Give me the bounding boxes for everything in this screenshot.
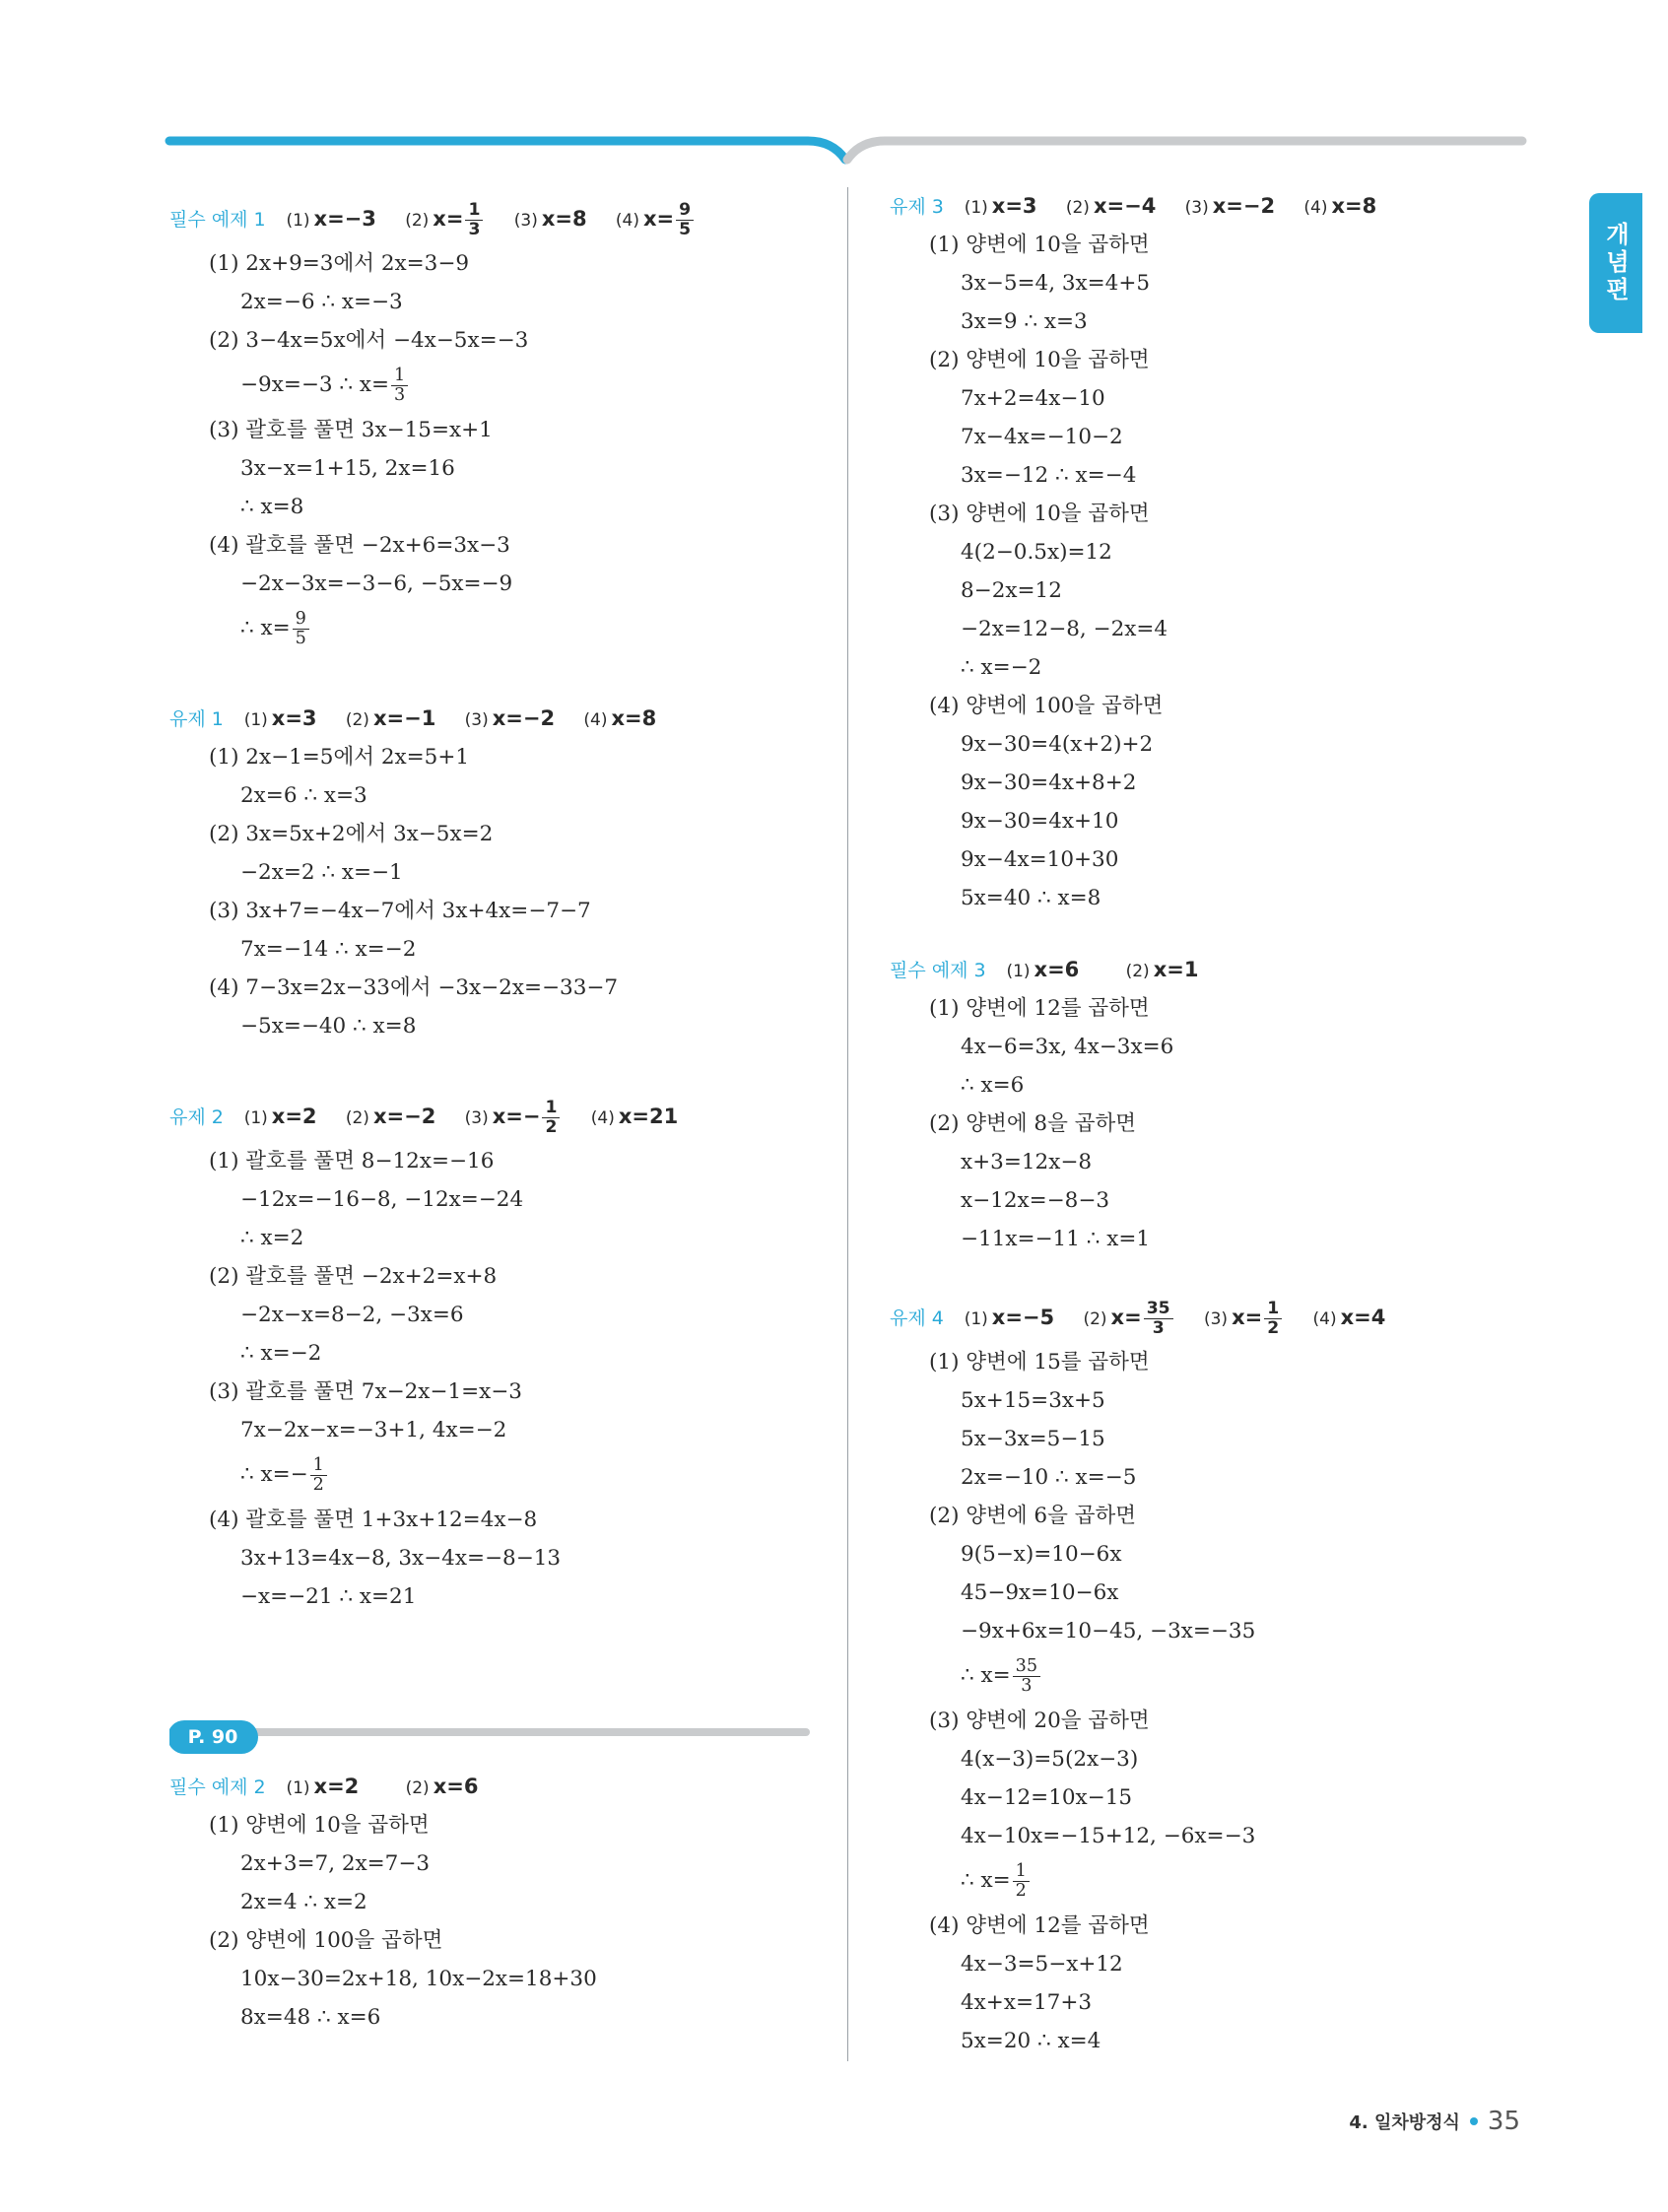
solution-line: 4x−12=10x−15 [961, 1785, 1133, 1810]
solution-line: (4) 7−3x=2x−33에서 −3x−2x=−33−7 [209, 975, 619, 1000]
yu3-answers: (1) x=3 (2) x=−4 (3) x=−2 (4) x=8 [964, 194, 1377, 218]
solution-line: 5x−3x=5−15 [961, 1427, 1105, 1451]
solution-line: ∴ x=− $\frac{1}{2}$ [169, 1449, 810, 1501]
yu4-answer-fraction: $\frac{35}{3}$ [1144, 1300, 1173, 1336]
solution-line: ∴ x=2 [240, 1226, 304, 1250]
solution-line: (1) 2x+9=3에서 2x=3−9 [209, 251, 470, 276]
solution-line: −2x=2 ∴ x=−1 [240, 860, 403, 885]
chapter-title: 4. 일차방정식 [1349, 2112, 1460, 2133]
solution-line: 9x−4x=10+30 [961, 847, 1119, 872]
solution-line: ∴ x=−2 [961, 655, 1042, 680]
solution-line: 7x+2=4x−10 [961, 386, 1105, 411]
solution-line: (2) 양변에 100을 곱하면 [209, 1928, 443, 1953]
page-ref-bar [169, 1716, 810, 1762]
yu2-header [169, 1091, 810, 1142]
solution-line: 8−2x=12 [961, 578, 1062, 603]
solution-line: 8x=48 ∴ x=6 [240, 2005, 381, 2030]
ex1-answers: (1) x=−3 (2) x= $\frac{1}{3}$ (3) x=8 (4) x= $\frac{9}{5}$ [286, 207, 717, 231]
solution-line: (3) 양변에 20을 곱하면 [929, 1709, 1150, 1733]
section-tab: 개념편 [1589, 193, 1642, 333]
solution-line: ∴ x= $\frac{1}{2}$ [890, 1855, 1491, 1907]
solution-line: −11x=−11 ∴ x=1 [961, 1227, 1151, 1251]
solution-line: (4) 괄호를 풀면 −2x+6=3x−3 [209, 533, 510, 558]
solution-line: 4x−3=5−x+12 [961, 1952, 1123, 1977]
solution-fraction: $\frac{1}{2}$ [310, 1456, 327, 1494]
solution-line: 4x−10x=−15+12, −6x=−3 [961, 1824, 1256, 1848]
solution-line: (1) 양변에 15를 곱하면 [929, 1350, 1150, 1374]
yu4-label: 유제 4 [890, 1307, 944, 1329]
yu4-header [890, 1292, 1491, 1343]
solution-line: 2x+3=7, 2x=7−3 [240, 1851, 431, 1876]
solution-line: x+3=12x−8 [961, 1150, 1093, 1174]
solution-fraction: $\frac{1}{2}$ [1013, 1862, 1030, 1900]
yu1-answers: (1) x=3 (2) x=−1 (3) x=−2 (4) x=8 [243, 706, 657, 730]
solution-line: 3x−5=4, 3x=4+5 [961, 271, 1151, 296]
solution-line: 7x=−14 ∴ x=−2 [240, 937, 417, 962]
yu3-label: 유제 3 [890, 196, 944, 218]
ex1-label: 필수 예제 1 [169, 209, 266, 231]
ex2-answers: (1) x=2 (2) x=6 [286, 1775, 479, 1798]
solution-line: 2x=4 ∴ x=2 [240, 1890, 367, 1914]
ex1-answer-fraction: $\frac{9}{5}$ [676, 201, 694, 237]
solution-line: 5x=40 ∴ x=8 [961, 886, 1101, 910]
solution-line: (1) 2x−1=5에서 2x=5+1 [209, 745, 470, 770]
ex2-header [169, 1768, 810, 1806]
solution-line: (1) 양변에 12를 곱하면 [929, 996, 1150, 1021]
solution-line: 3x−x=1+15, 2x=16 [240, 456, 455, 481]
yu4-answer-fraction: $\frac{1}{2}$ [1264, 1300, 1282, 1336]
solution-line: (3) 3x+7=−4x−7에서 3x+4x=−7−7 [209, 899, 591, 923]
ex1-answer-fraction: $\frac{1}{3}$ [465, 201, 483, 237]
solution-line: ∴ x= $\frac{9}{5}$ [169, 603, 810, 654]
solution-line: ∴ x=8 [240, 495, 304, 519]
solution-line: 9x−30=4(x+2)+2 [961, 732, 1154, 757]
left-column [169, 193, 810, 2065]
solution-line: 45−9x=10−6x [961, 1580, 1119, 1605]
solution-line: (2) 괄호를 풀면 −2x+2=x+8 [209, 1264, 498, 1289]
solution-line: x−12x=−8−3 [961, 1188, 1110, 1213]
solution-line: ∴ x=−2 [240, 1341, 322, 1366]
solution-fraction: $\frac{35}{3}$ [1013, 1657, 1040, 1695]
page-number: 35 [1487, 2107, 1520, 2136]
header-gray-line [847, 141, 1522, 160]
header-blue-line [169, 141, 845, 160]
footer-dot [1470, 2117, 1478, 2125]
solution-line: −2x−x=8−2, −3x=6 [240, 1303, 464, 1327]
solution-line: −12x=−16−8, −12x=−24 [240, 1187, 524, 1212]
yu1-header [169, 700, 810, 738]
yu1-label: 유제 1 [169, 708, 224, 730]
solution-line: 7x−2x−x=−3+1, 4x=−2 [240, 1418, 507, 1442]
solution-line: (2) 양변에 6을 곱하면 [929, 1504, 1137, 1528]
solution-line: 4(2−0.5x)=12 [961, 540, 1112, 565]
right-column [890, 193, 1491, 2065]
solution-line: 2x=6 ∴ x=3 [240, 783, 367, 808]
solution-line: (3) 괄호를 풀면 7x−2x−1=x−3 [209, 1379, 522, 1404]
page-ref-badge: P. 90 [169, 1720, 258, 1754]
solution-line: −9x=−3 ∴ x= $\frac{1}{3}$ [169, 360, 810, 411]
yu4-answers: (1) x=−5 (2) x= $\frac{35}{3}$ (3) x= $\frac{1}{2}$ (4) x=4 [964, 1299, 1386, 1338]
solution-line: −5x=−40 ∴ x=8 [240, 1014, 417, 1039]
yu2-answer-fraction: $\frac{1}{2}$ [542, 1099, 560, 1135]
ex1-header [169, 193, 810, 244]
header-decoration [0, 0, 1668, 168]
solution-line: 3x=−12 ∴ x=−4 [961, 463, 1137, 488]
solution-line: 5x=20 ∴ x=4 [961, 2029, 1101, 2053]
solution-line: −x=−21 ∴ x=21 [240, 1584, 417, 1609]
solution-line: 4(x−3)=5(2x−3) [961, 1747, 1139, 1772]
solution-fraction: $\frac{9}{5}$ [293, 610, 309, 647]
solution-line: (1) 괄호를 풀면 8−12x=−16 [209, 1149, 495, 1173]
ex2-label: 필수 예제 2 [169, 1776, 266, 1798]
solution-line: 9x−30=4x+10 [961, 809, 1119, 834]
solution-line: (4) 괄호를 풀면 1+3x+12=4x−8 [209, 1508, 538, 1532]
solution-line: (4) 양변에 12를 곱하면 [929, 1913, 1150, 1938]
solution-line: −9x+6x=10−45, −3x=−35 [961, 1619, 1256, 1643]
solution-line: 3x=9 ∴ x=3 [961, 309, 1088, 334]
solution-line: 2x=−10 ∴ x=−5 [961, 1465, 1137, 1490]
ex3-answers: (1) x=6 (2) x=1 [1006, 958, 1199, 981]
solution-line: (1) 양변에 10을 곱하면 [209, 1813, 430, 1838]
solution-line: (2) 양변에 10을 곱하면 [929, 348, 1150, 372]
ex3-label: 필수 예제 3 [890, 960, 986, 981]
solution-line: 9(5−x)=10−6x [961, 1542, 1122, 1567]
yu2-answers: (1) x=2 (2) x=−2 (3) x=− $\frac{1}{2}$ (4) x=21 [243, 1098, 679, 1137]
solution-line: 7x−4x=−10−2 [961, 425, 1123, 449]
page-ref-line [246, 1728, 810, 1736]
yu3-header [890, 193, 1491, 226]
solution-line: (1) 양변에 10을 곱하면 [929, 233, 1150, 257]
solution-line: (3) 양변에 10을 곱하면 [929, 502, 1150, 526]
page-footer [1349, 2102, 1520, 2141]
solution-line: 9x−30=4x+8+2 [961, 771, 1137, 795]
solution-line: (3) 괄호를 풀면 3x−15=x+1 [209, 418, 493, 442]
yu2-label: 유제 2 [169, 1106, 224, 1128]
solution-line: −2x=12−8, −2x=4 [961, 617, 1168, 641]
solution-line: 4x−6=3x, 4x−3x=6 [961, 1035, 1174, 1059]
solution-line: 5x+15=3x+5 [961, 1388, 1105, 1413]
ex3-header [890, 951, 1491, 989]
solution-line: ∴ x= $\frac{35}{3}$ [890, 1650, 1491, 1702]
solution-line: 3x+13=4x−8, 3x−4x=−8−13 [240, 1546, 562, 1571]
solution-line: 10x−30=2x+18, 10x−2x=18+30 [240, 1967, 597, 1991]
solution-line: ∴ x=6 [961, 1073, 1025, 1098]
solution-line: (2) 3−4x=5x에서 −4x−5x=−3 [209, 328, 529, 353]
solution-line: (2) 3x=5x+2에서 3x−5x=2 [209, 822, 494, 846]
solution-fraction: $\frac{1}{3}$ [391, 367, 408, 404]
solution-line: 2x=−6 ∴ x=−3 [240, 290, 403, 314]
solution-line: (2) 양변에 8을 곱하면 [929, 1111, 1137, 1136]
solution-line: 4x+x=17+3 [961, 1990, 1093, 2015]
solution-line: (4) 양변에 100을 곱하면 [929, 694, 1164, 718]
column-divider [847, 187, 848, 2061]
solution-line: −2x−3x=−3−6, −5x=−9 [240, 571, 513, 596]
